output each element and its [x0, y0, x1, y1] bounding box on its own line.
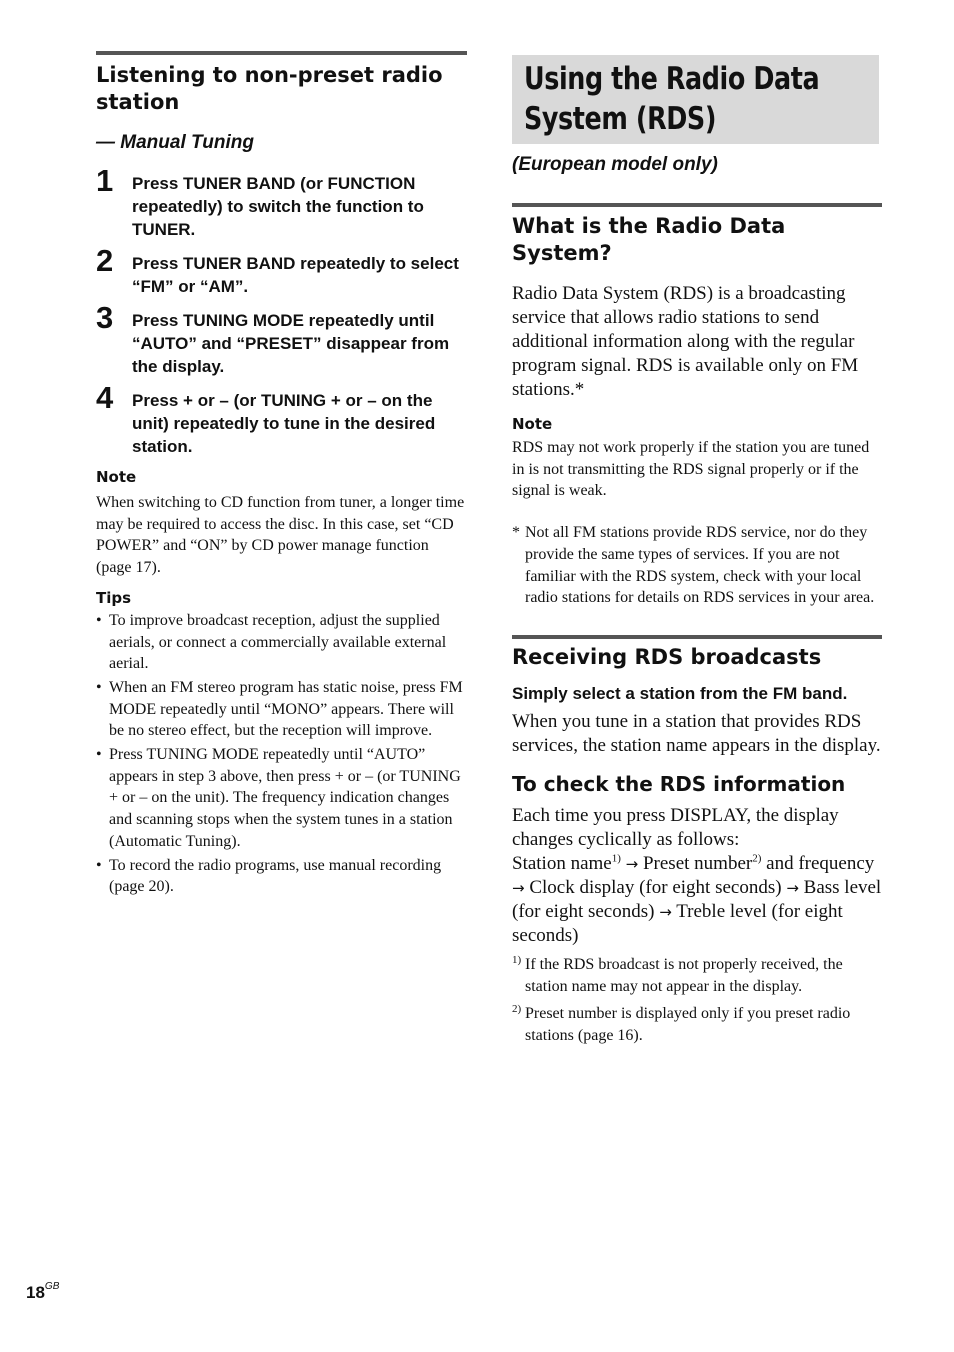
bullet-icon: •	[96, 678, 102, 696]
note-text: RDS may not work properly if the station you are tuned in is not transmitting the RDS signal properly or if the signal is weak.	[512, 439, 870, 500]
step-text: Press TUNING MODE repeatedly until “AUTO” and “PRESET” disappear from the display.	[132, 311, 450, 376]
step-3	[96, 300, 467, 378]
step-text: Press + or – (or TUNING + or – on the unit) repeatedly to tune in the desired station.	[132, 391, 436, 456]
footnote-text: If the RDS broadcast is not properly received, the station name may not appear in the display.	[525, 955, 843, 995]
receiving-body: When you tune in a station that provides RDS services, the station name appears in the display.	[512, 710, 881, 756]
tips-label: Tips	[96, 588, 132, 607]
footnote-text: Preset number is displayed only if you preset radio stations (page 16).	[525, 1005, 851, 1045]
page-region-suffix: GB	[44, 1281, 60, 1292]
seq-bass: Bass level (for eight seconds)	[512, 876, 882, 922]
step-text: Press TUNER BAND (or FUNCTION repeatedly) to switch the function to TUNER.	[132, 174, 424, 239]
footnote-ref-2: 2)	[752, 852, 762, 865]
seq-and-frequency: and frequency	[766, 852, 875, 874]
list-item: • When an FM stereo program has static noise, press FM MODE repeatedly until “MONO” appears. There will be no stereo effect, but the reception will improve.	[96, 678, 463, 740]
check-rds-body: Each time you press DISPLAY, the display changes cyclically as follows: Station name$^{1)}$ → Preset number$^{2)}$ and frequency → Clock display (for eight seconds) → Bass level (for eight seconds) → Treble level (for eight seconds)	[512, 804, 882, 946]
arrow-right-icon: →	[625, 854, 639, 873]
section-rule	[96, 51, 467, 55]
bullet-icon: •	[96, 856, 102, 874]
seq-clock: Clock display (for eight seconds)	[529, 876, 782, 898]
asterisk-mark: *	[512, 524, 520, 542]
arrow-right-icon: →	[786, 878, 799, 897]
banner-title-line-1: Using the Radio Data	[524, 61, 820, 97]
step-number: 4	[96, 380, 114, 415]
bullet-icon: •	[96, 746, 102, 764]
banner-title-line-2: System (RDS)	[524, 101, 717, 137]
what-is-rds-body: Radio Data System (RDS) is a broadcasting service that allows radio stations to send additional information along with the regular program signal. RDS is available only on FM stations.*	[512, 283, 859, 400]
step-2	[96, 243, 467, 298]
footnote-2	[512, 1003, 882, 1046]
step-4	[96, 380, 467, 458]
arrow-right-icon: →	[659, 902, 672, 921]
rds-title-banner	[512, 55, 879, 144]
bullet-icon: •	[96, 611, 102, 629]
manual-tuning-subheading: — Manual Tuning	[96, 132, 254, 153]
step-text: Press TUNER BAND repeatedly to select “FM” or “AM”.	[132, 254, 459, 296]
list-item: • Press TUNING MODE repeatedly until “AUTO” appears in step 3 above, then press + or – (or TUNING + or – on the unit). The frequency indication changes and scanning stops when the system tunes in a station (Automatic Tuning).	[96, 746, 461, 850]
section-rule	[512, 203, 882, 207]
check-rds-heading: To check the RDS information	[512, 771, 846, 796]
steps-list	[96, 163, 467, 458]
tips-list	[96, 610, 467, 898]
asterisk-text: Not all FM stations provide RDS service, nor do they provide the same types of services. If you are not familiar with the RDS system, check with your local radio stations for details on RDS services in your area.	[525, 524, 875, 607]
step-number: 3	[96, 300, 114, 335]
left-column	[96, 51, 467, 900]
note-label: Note	[96, 468, 137, 486]
step-1	[96, 163, 467, 241]
note-text: When switching to CD function from tuner, a longer time may be required to access the disc. In this case, set “CD POWER” and “ON” by CD power manage function (page 17).	[96, 494, 465, 577]
seq-station-name: Station name	[512, 852, 612, 874]
footnote-mark: 2)	[512, 1003, 522, 1016]
list-item: • To record the radio programs, use manual recording (page 20).	[96, 856, 442, 896]
step-number: 2	[96, 243, 114, 278]
footnote-mark: 1)	[512, 953, 522, 966]
seq-treble: Treble level (for eight seconds)	[512, 900, 843, 946]
asterisk-footnote	[512, 522, 882, 609]
footnote-1	[512, 954, 882, 997]
step-number: 1	[96, 163, 114, 198]
footnote-ref-1: 1)	[611, 852, 621, 865]
receiving-rds-heading: Receiving RDS broadcasts	[512, 644, 822, 669]
section-rule	[512, 635, 882, 639]
page-number: $18^{GB}$	[26, 1281, 60, 1302]
list-item: • To improve broadcast reception, adjust the supplied aerials, or connect a commercially available external aerial.	[96, 611, 447, 673]
right-column	[512, 55, 882, 1047]
receiving-subheading: Simply select a station from the FM band.	[512, 683, 848, 703]
what-is-rds-heading: What is the Radio Data System?	[512, 214, 786, 265]
model-note: (European model only)	[512, 154, 718, 175]
note-label: Note	[512, 415, 553, 433]
seq-preset-number: Preset number	[642, 852, 753, 874]
manual-tuning-heading: Listening to non-preset radio station	[96, 63, 443, 114]
arrow-right-icon: →	[512, 878, 525, 897]
